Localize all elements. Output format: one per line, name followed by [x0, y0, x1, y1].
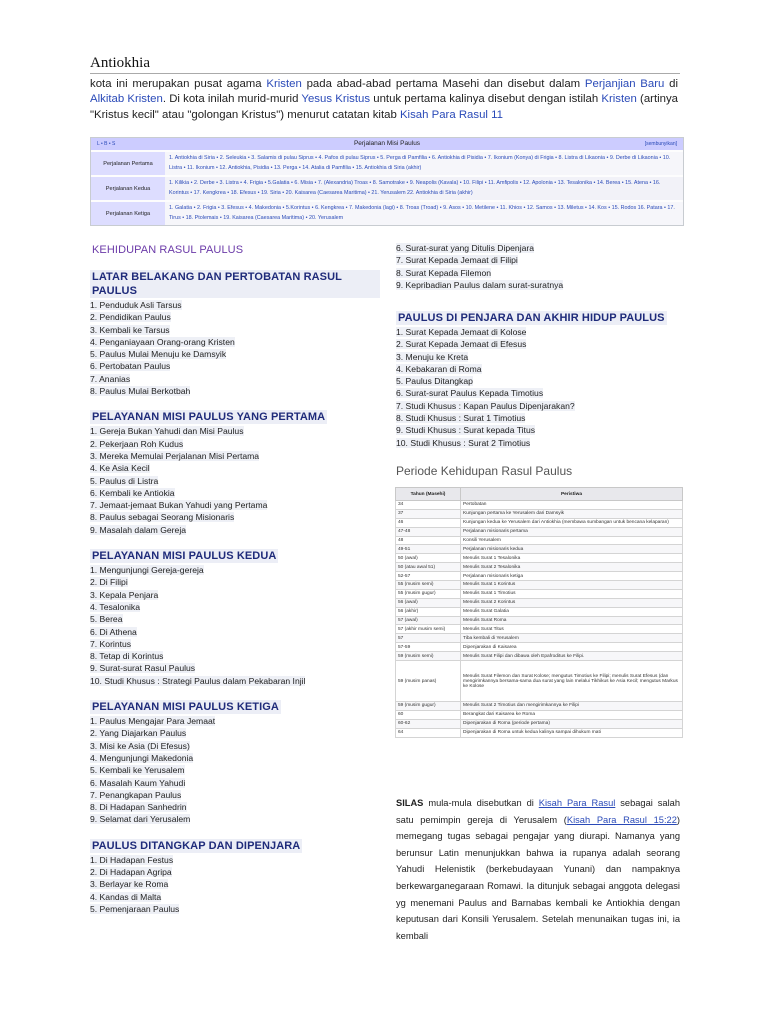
list-item: 7. Ananias	[90, 373, 131, 384]
section-list	[90, 715, 380, 826]
list-item: 9. Selamat dari Yerusalem	[90, 814, 191, 825]
event-cell: Menulis Surat 2 Tesalonika	[461, 563, 683, 572]
year-cell: 56 (akhir)	[396, 607, 461, 616]
year-cell: 56 (awal)	[396, 598, 461, 607]
event-cell: Berangkat dari Kaisarea ke Roma	[461, 710, 683, 719]
right-section	[396, 308, 681, 449]
list-item: 9. Studi Khusus : Surat kepada Titus	[396, 425, 536, 436]
silas-paragraph	[396, 795, 680, 944]
event-cell: Menulis Surat Galatia	[461, 607, 683, 616]
list-item: 4. Kebakaran di Roma	[396, 363, 482, 374]
list-item: 6. Masalah Kaum Yahudi	[90, 777, 186, 788]
list-item: 7. Studi Khusus : Kapan Paulus Dipenjarakan?	[396, 400, 575, 411]
event-cell: Dipenjarakan di Kaisarea	[461, 643, 683, 652]
list-item: 5. Pemenjaraan Paulus	[90, 903, 180, 914]
list-item: 7. Penangkapan Paulus	[90, 789, 182, 800]
navbox-row	[91, 150, 683, 175]
list-item: 1. Penduduk Asli Tarsus	[90, 300, 182, 310]
year-cell: 57 (akhir musim semi)	[396, 625, 461, 634]
right-top-list	[396, 242, 681, 291]
silas-link[interactable]: Kisah Para Rasul	[538, 798, 616, 808]
list-item: 10. Studi Khusus : Strategi Paulus dalam Pekabaran Injil	[90, 675, 306, 686]
left-column	[90, 240, 380, 915]
list-item: 8. Di Hadapan Sanhedrin	[90, 802, 187, 813]
year-cell: 64	[396, 728, 461, 737]
section	[90, 546, 380, 687]
year-cell: 34	[396, 501, 461, 510]
section-heading: PAULUS DITANGKAP DAN DIPENJARA	[92, 839, 301, 852]
event-cell: Perjalanan misionaris pertama	[461, 527, 683, 536]
table-row	[396, 616, 683, 625]
list-item: 8. Paulus sebagai Seorang Misionaris	[90, 512, 235, 523]
section-heading: PAULUS DI PENJARA DAN AKHIR HIDUP PAULUS	[398, 312, 665, 324]
intro-text: pada abad-abad pertama Masehi dan disebut dalam	[301, 78, 585, 90]
navbox-row-items[interactable]: 1. Kilikia • 2. Derbe • 3. Listra • 4. Frigia • 5.Galatia • 6. Misia • 7. (Alexandria) Troas • 8. Samotrake • 9. Neapolis (Kavala) • 10. Filipi • 11. Amfipolis • 12. Apolonia • 13. Tesalonika • 14. Berea • 15. Atena • 16. Korintus • 17. Kengkrea • 18. Efesus • 19. Siria • 20. Kaisarea (Caesarea Maritima) • 21. Yerusalem 22. Antiokhia di Siria (akhir)	[165, 177, 683, 200]
intro-text: kota ini merupakan pusat agama	[90, 78, 267, 90]
navbox-row	[91, 175, 683, 200]
table-row	[396, 501, 683, 510]
table-row	[396, 545, 683, 554]
intro-link[interactable]: Kristen	[266, 78, 302, 90]
list-item: 6. Pertobatan Paulus	[90, 361, 171, 372]
year-cell: 59 (musim gugur)	[396, 702, 461, 711]
year-cell: 52-57	[396, 572, 461, 581]
list-item: 6. Surat-surat Paulus Kepada Timotius	[396, 388, 544, 399]
year-cell: 59 (musim panas)	[396, 661, 461, 702]
list-item: 4. Ke Asia Kecil	[90, 463, 150, 474]
table-row	[396, 581, 683, 590]
list-item: 5. Kembali ke Yerusalem	[90, 765, 185, 776]
intro-link[interactable]: Yesus Kristus	[301, 93, 371, 106]
year-cell: 47-48	[396, 527, 461, 536]
list-item: 2. Di Hadapan Agripa	[90, 866, 172, 877]
year-cell: 60	[396, 710, 461, 719]
section-list	[90, 564, 380, 687]
list-item: 8. Studi Khusus : Surat 1 Timotius	[396, 413, 526, 424]
section-heading: PELAYANAN MISI PAULUS KETIGA	[92, 701, 279, 714]
section	[90, 836, 380, 915]
year-cell: 60-62	[396, 719, 461, 728]
periode-table	[395, 487, 683, 738]
table-row	[396, 710, 683, 719]
list-item: 2. Yang Diajarkan Paulus	[90, 728, 187, 739]
event-cell: Perjalanan misionaris kedua	[461, 545, 683, 554]
section-heading: PELAYANAN MISI PAULUS KEDUA	[92, 550, 277, 563]
event-cell: Menulis Surat 2 Korintus	[461, 598, 683, 607]
event-cell: Kunjungan kedua ke Yerusalem dari Antiokhia (membawa sumbangan untuk bencana kelaparan)	[461, 518, 683, 527]
list-item: 6. Surat-surat yang Ditulis Dipenjara	[396, 243, 535, 253]
silas-text: ) memegang tugas sebagai pengajar yang diurapi. Namanya yang berunsur Latin menunjukkan bahwa ia rupanya adalah seorang Yahudi Helenistik (berkebudayaan Yunani) dan nampaknya berkewarganegaraan Romawi. Ia ditunjuk sebagai anggota delegasi yg menemani Paulus and Barnabas kembali ke Antiokhia dengan keputusan dari Konsili Yerusalem. Setelah menunaikan tugas ini, ia kembali	[396, 814, 680, 941]
silas-link[interactable]: Kisah Para Rasul 15:22	[566, 814, 677, 825]
event-cell: Pertobatan	[461, 501, 683, 510]
list-item: 7. Jemaat-jemaat Bukan Yahudi yang Pertama	[90, 500, 268, 511]
intro-text: untuk pertama kalinya disebut dengan istilah	[370, 93, 602, 106]
intro-text: . Di kota inilah murid-murid	[162, 93, 302, 106]
event-cell: Tiba kembali di Yerusalem	[461, 634, 683, 643]
year-cell: 49-51	[396, 545, 461, 554]
table-header-year: Tahun (Masehi)	[396, 488, 461, 501]
list-item: 4. Penganiayaan Orang-orang Kristen	[90, 336, 235, 347]
navbox-row-items[interactable]: 1. Antiokhia di Siria • 2. Seleukia • 3. Salamis di pulau Siprus • 4. Pafos di pulau Siprus • 5. Perga di Pamfilia • 6. Antiokhia di Pisidia • 7. Ikonium (Konya) di Frigia • 8. Listra di Likaonia • 9. Derbe di Likaonia • 10. Listra • 11. Ikonium • 12. Antiokhia, Pisidia • 13. Perga • 14. Atalia di Pamfilia • 15. Antiokhia di Siria (akhir)	[165, 152, 683, 175]
table-header-event: Peristiwa	[461, 488, 683, 501]
section-heading: PELAYANAN MISI PAULUS YANG PERTAMA	[92, 411, 326, 424]
list-item: 5. Paulus Ditangkap	[396, 376, 473, 387]
list-item: 6. Kembali ke Antiokia	[90, 487, 175, 498]
list-item: 8. Surat Kepada Filemon	[396, 267, 492, 278]
year-cell: 59 (musim semi)	[396, 652, 461, 661]
year-cell: 57 (awal)	[396, 616, 461, 625]
event-cell: Perjalanan misionaris ketiga	[461, 572, 683, 581]
event-cell: Kunjungan pertama ke Yerusalem dari Damsyik	[461, 509, 683, 518]
table-row	[396, 554, 683, 563]
navbox-title: Perjalanan Misi Paulus	[353, 140, 421, 147]
year-cell: 50 (atau awal 51)	[396, 563, 461, 572]
intro-link[interactable]: Perjanjian Baru	[584, 78, 665, 90]
navbox-row-label: Perjalanan Kedua	[91, 177, 165, 200]
article-intro	[90, 77, 678, 123]
event-cell: Konsili Yerusalem	[461, 536, 683, 545]
event-cell: Dipenjarakan di Roma (periode pertama)	[461, 719, 683, 728]
navbox-row-items[interactable]: 1. Galatia • 2. Frigia • 3. Efesus • 4. Makedonia • 5.Korintus • 6. Kengkrea • 7. Makedonia (lagi) • 8. Troas (Troad) • 9. Asos • 10. Metilene • 11. Khios • 12. Samos • 13. Miletus • 14. Kos • 15. Rodos 16. Patara • 17. Tirus • 18. Ptolemais • 19. Kaisarea (Caesarea Maritima) • 20. Yerusalem	[165, 202, 683, 225]
event-cell: Menulis Surat Roma	[461, 616, 683, 625]
table-row	[396, 563, 683, 572]
list-item: 1. Paulus Mengajar Para Jemaat	[90, 716, 216, 727]
table-row	[396, 509, 683, 518]
list-item: 2. Surat Kepada Jemaat di Efesus	[396, 339, 527, 350]
list-item: 3. Kepala Penjara	[90, 589, 159, 600]
intro-text: di	[664, 78, 678, 90]
section-heading: KEHIDUPAN RASUL PAULUS	[92, 244, 244, 256]
year-cell: 50 (awal)	[396, 554, 461, 563]
silas-text: sebagai salah satu pemimpin gereja di Yerusalem (	[396, 798, 680, 825]
year-cell: 55 (musim semi)	[396, 581, 461, 590]
table-row	[396, 643, 683, 652]
list-item: 10. Studi Khusus : Surat 2 Timotius	[396, 437, 531, 448]
list-item: 6. Di Athena	[90, 626, 137, 637]
silas-name: SILAS	[396, 798, 424, 808]
table-row	[396, 719, 683, 728]
navbox-row-label: Perjalanan Ketiga	[91, 202, 165, 225]
intro-link[interactable]: Kristen	[601, 93, 637, 106]
year-cell: 46	[396, 518, 461, 527]
event-cell: Menulis Surat Titus	[461, 625, 683, 634]
table-row	[396, 518, 683, 527]
table-row	[396, 728, 683, 737]
table-row	[396, 589, 683, 598]
navbox-row	[91, 200, 683, 225]
section-list	[90, 425, 380, 536]
navbox-header	[91, 138, 683, 150]
table-row	[396, 607, 683, 616]
navbox-hide-toggle[interactable]: [sembunyikan]	[644, 141, 677, 147]
year-cell: 48	[396, 536, 461, 545]
navbox-row-label: Perjalanan Pertama	[91, 152, 165, 175]
list-item: 4. Kandas di Malta	[90, 891, 162, 902]
intro-link[interactable]: Alkitab Kristen	[90, 93, 163, 106]
event-cell: Menulis Surat 1 Korintus	[461, 581, 683, 590]
list-item: 9. Masalah dalam Gereja	[90, 524, 187, 535]
table-row	[396, 536, 683, 545]
event-cell: Menulis Surat 1 Tesalonika	[461, 554, 683, 563]
table-row	[396, 702, 683, 711]
section	[90, 697, 380, 826]
table-row	[396, 598, 683, 607]
table-row	[396, 527, 683, 536]
event-cell: Menulis Surat Filemon dan Surat Kolose; mengutus Timotius ke Filipi; menulis Surat Efesus (dan mengirimkannya bersama-sama dua surat yang lain melalui Tikhikus ke Asia Kecil; mengutus Markus ke Kolose	[461, 661, 683, 702]
list-item: 1. Surat Kepada Jemaat di Kolose	[396, 327, 527, 337]
list-item: 3. Berlayar ke Roma	[90, 879, 169, 890]
list-item: 3. Kembali ke Tarsus	[90, 324, 170, 335]
list-item: 4. Mengunjungi Makedonia	[90, 752, 194, 763]
navbox-perjalanan-misi	[90, 137, 684, 226]
list-item: 8. Tetap di Korintus	[90, 651, 164, 662]
navbox-vte-links[interactable]: L • B • S	[97, 141, 116, 147]
intro-link[interactable]: Kisah Para Rasul 11	[399, 108, 503, 121]
table-row	[396, 634, 683, 643]
year-cell: 55 (musim gugur)	[396, 589, 461, 598]
year-cell: 57-59	[396, 643, 461, 652]
list-item: 3. Misi ke Asia (Di Efesus)	[90, 740, 190, 751]
list-item: 4. Tesalonika	[90, 601, 141, 612]
list-item: 7. Surat Kepada Jemaat di Filipi	[396, 255, 518, 266]
list-item: 1. Gereja Bukan Yahudi dan Misi Paulus	[90, 426, 244, 437]
event-cell: Menulis Surat 1 Timotius	[461, 589, 683, 598]
list-item: 8. Paulus Mulai Berkotbah	[90, 386, 191, 397]
section-list	[90, 299, 380, 397]
article-title: Antiokhia	[90, 55, 150, 71]
list-item: 5. Berea	[90, 614, 123, 625]
section	[90, 407, 380, 536]
list-item: 2. Di Filipi	[90, 577, 128, 588]
event-cell: Dipenjarakan di Roma untuk kedua kalinya sampai dihukum mati	[461, 728, 683, 737]
list-item: 1. Mengunjungi Gereja-gereja	[90, 565, 204, 576]
list-item: 5. Paulus Mulai Menuju ke Damsyik	[90, 349, 227, 360]
section	[90, 240, 380, 258]
year-cell: 37	[396, 509, 461, 518]
list-item: 2. Pekerjaan Roh Kudus	[90, 438, 184, 449]
list-item: 7. Korintus	[90, 638, 132, 649]
table-row	[396, 652, 683, 661]
intro-text: (artinya "Kristus kecil" atau "golongan Kristus") menurut catatan kitab	[90, 93, 679, 121]
event-cell: Menulis Surat Filipi dan dibawa oleh Epafroditus ke Filipi.	[461, 652, 683, 661]
silas-text: mula-mula disebutkan di	[423, 798, 539, 808]
list-item: 5. Paulus di Listra	[90, 475, 159, 486]
event-cell: Menulis Surat 2 Timotius dan mengirimkannya ke Filipi	[461, 702, 683, 711]
table-row	[396, 625, 683, 634]
section-list	[90, 854, 380, 915]
table-row	[396, 661, 683, 702]
section	[90, 270, 380, 397]
list-item: 9. Surat-surat Rasul Paulus	[90, 663, 196, 674]
list-item: 3. Mereka Memulai Perjalanan Misi Pertama	[90, 450, 260, 461]
section-heading: LATAR BELAKANG DAN PERTOBATAN RASUL PAULUS	[90, 270, 380, 298]
table-row	[396, 572, 683, 581]
list-item: 3. Menuju ke Kreta	[396, 351, 469, 362]
list-item: 2. Pendidikan Paulus	[90, 312, 171, 323]
periode-title: Periode Kehidupan Rasul Paulus	[396, 464, 573, 478]
list-item: 9. Kepribadian Paulus dalam surat-suratnya	[396, 279, 564, 290]
title-divider	[90, 73, 680, 74]
list-item: 1. Di Hadapan Festus	[90, 854, 174, 865]
year-cell: 57	[396, 634, 461, 643]
